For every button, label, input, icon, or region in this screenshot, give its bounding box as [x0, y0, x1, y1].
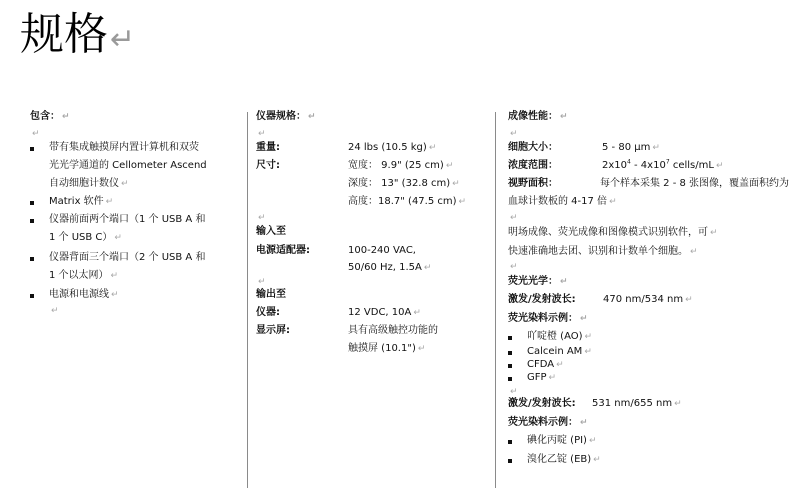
page-title: 规格↵	[20, 9, 136, 60]
specs-heading: 仪器规格： ↵	[256, 111, 316, 122]
dye-heading: 荧光染料示例： ↵	[508, 313, 588, 324]
concentration-value: $2x10^4 - 4x10^7$ cells/mL ↵	[602, 158, 724, 171]
wavelength-label: 激发/发射波长:	[508, 294, 576, 305]
paragraph-mark: ↵	[258, 277, 266, 287]
wavelength-value: 470 nm/534 nm ↵	[603, 294, 693, 305]
input-heading: 输入至	[256, 226, 286, 237]
adapter-label: 电源适配器:	[256, 245, 310, 256]
paragraph-mark: ↵	[32, 129, 40, 139]
wavelength-value: 531 nm/655 nm ↵	[592, 398, 682, 409]
paragraph-mark: ↵	[51, 306, 59, 316]
bullet	[508, 336, 512, 340]
dye-item: 碘化丙啶 (PI) ↵	[527, 435, 597, 446]
list-item: 光光学通道的 Cellometer Ascend	[49, 160, 207, 171]
list-item: 1 个 USB C） ↵	[49, 232, 122, 243]
paragraph-mark: ↵	[510, 129, 518, 139]
weight-value: 24 lbs (10.5 kg) ↵	[348, 142, 437, 153]
width-value: 宽度： 9.9" (25 cm) ↵	[348, 160, 454, 171]
dye-heading: 荧光染料示例： ↵	[508, 417, 588, 428]
paragraph-mark: ↵	[510, 387, 518, 397]
includes-heading: 包含： ↵	[30, 111, 70, 122]
weight-label: 重量:	[256, 142, 280, 153]
return-mark-icon: ↵	[110, 22, 136, 57]
bullet	[508, 364, 512, 368]
dye-item: CFDA ↵	[527, 359, 564, 370]
list-item: 仪器前面两个端口（1 个 USB A 和	[49, 214, 206, 225]
description: 快速准确地去团、识别和计数单个细胞。 ↵	[508, 246, 698, 257]
paragraph-mark: ↵	[258, 129, 266, 139]
instrument-label: 仪器:	[256, 307, 280, 318]
display-value: 触摸屏 (10.1") ↵	[348, 343, 426, 354]
adapter-value: 50/60 Hz, 1.5A ↵	[348, 262, 432, 273]
dye-item: GFP ↵	[527, 372, 557, 383]
list-item: 仪器背面三个端口（2 个 USB A 和	[49, 252, 206, 263]
bullet	[30, 147, 34, 151]
fov-value: 血球计数板的 4-17 倍 ↵	[508, 196, 617, 207]
bullet	[508, 351, 512, 355]
size-label: 尺寸:	[256, 160, 280, 171]
cell-size-value: 5 - 80 µm ↵	[602, 142, 660, 153]
list-item: 电源和电源线 ↵	[49, 289, 119, 300]
column-divider	[247, 112, 248, 488]
concentration-label: 浓度范围：	[508, 160, 558, 171]
list-item: 带有集成触摸屏内置计算机和双荧	[49, 142, 199, 153]
description: 明场成像、荧光成像和图像模式识别软件，可 ↵	[508, 227, 718, 238]
bullet	[30, 257, 34, 261]
paragraph-mark: ↵	[510, 213, 518, 223]
bullet	[508, 377, 512, 381]
dye-item: Calcein AM ↵	[527, 346, 592, 357]
instrument-value: 12 VDC, 10A ↵	[348, 307, 421, 318]
cell-size-label: 细胞大小：	[508, 142, 558, 153]
display-value: 具有高级触控功能的	[348, 325, 438, 336]
bullet	[30, 219, 34, 223]
list-item: 自动细胞计数仪 ↵	[49, 178, 129, 189]
dye-item: 溴化乙锭 (EB) ↵	[527, 454, 601, 465]
fluorescence-heading: 荧光光学： ↵	[508, 276, 568, 287]
bullet	[508, 459, 512, 463]
fov-label: 视野面积：	[508, 178, 558, 189]
height-value: 高度：18.7" (47.5 cm) ↵	[348, 196, 467, 207]
paragraph-mark: ↵	[510, 262, 518, 272]
bullet	[30, 201, 34, 205]
list-item: 1 个以太网） ↵	[49, 270, 119, 281]
wavelength-label: 激发/发射波长:	[508, 398, 576, 409]
dye-item: 吖啶橙 (AO) ↵	[527, 331, 593, 342]
fov-value: 每个样本采集 2 - 8 张图像，覆盖面积约为	[600, 178, 790, 189]
depth-value: 深度： 13" (32.8 cm) ↵	[348, 178, 460, 189]
imaging-heading: 成像性能： ↵	[508, 111, 568, 122]
adapter-value: 100-240 VAC,	[348, 245, 416, 256]
display-label: 显示屏:	[256, 325, 290, 336]
column-divider	[495, 112, 496, 488]
output-heading: 输出至	[256, 289, 286, 300]
list-item: Matrix 软件 ↵	[49, 196, 114, 207]
paragraph-mark: ↵	[258, 213, 266, 223]
bullet	[30, 294, 34, 298]
bullet	[508, 440, 512, 444]
